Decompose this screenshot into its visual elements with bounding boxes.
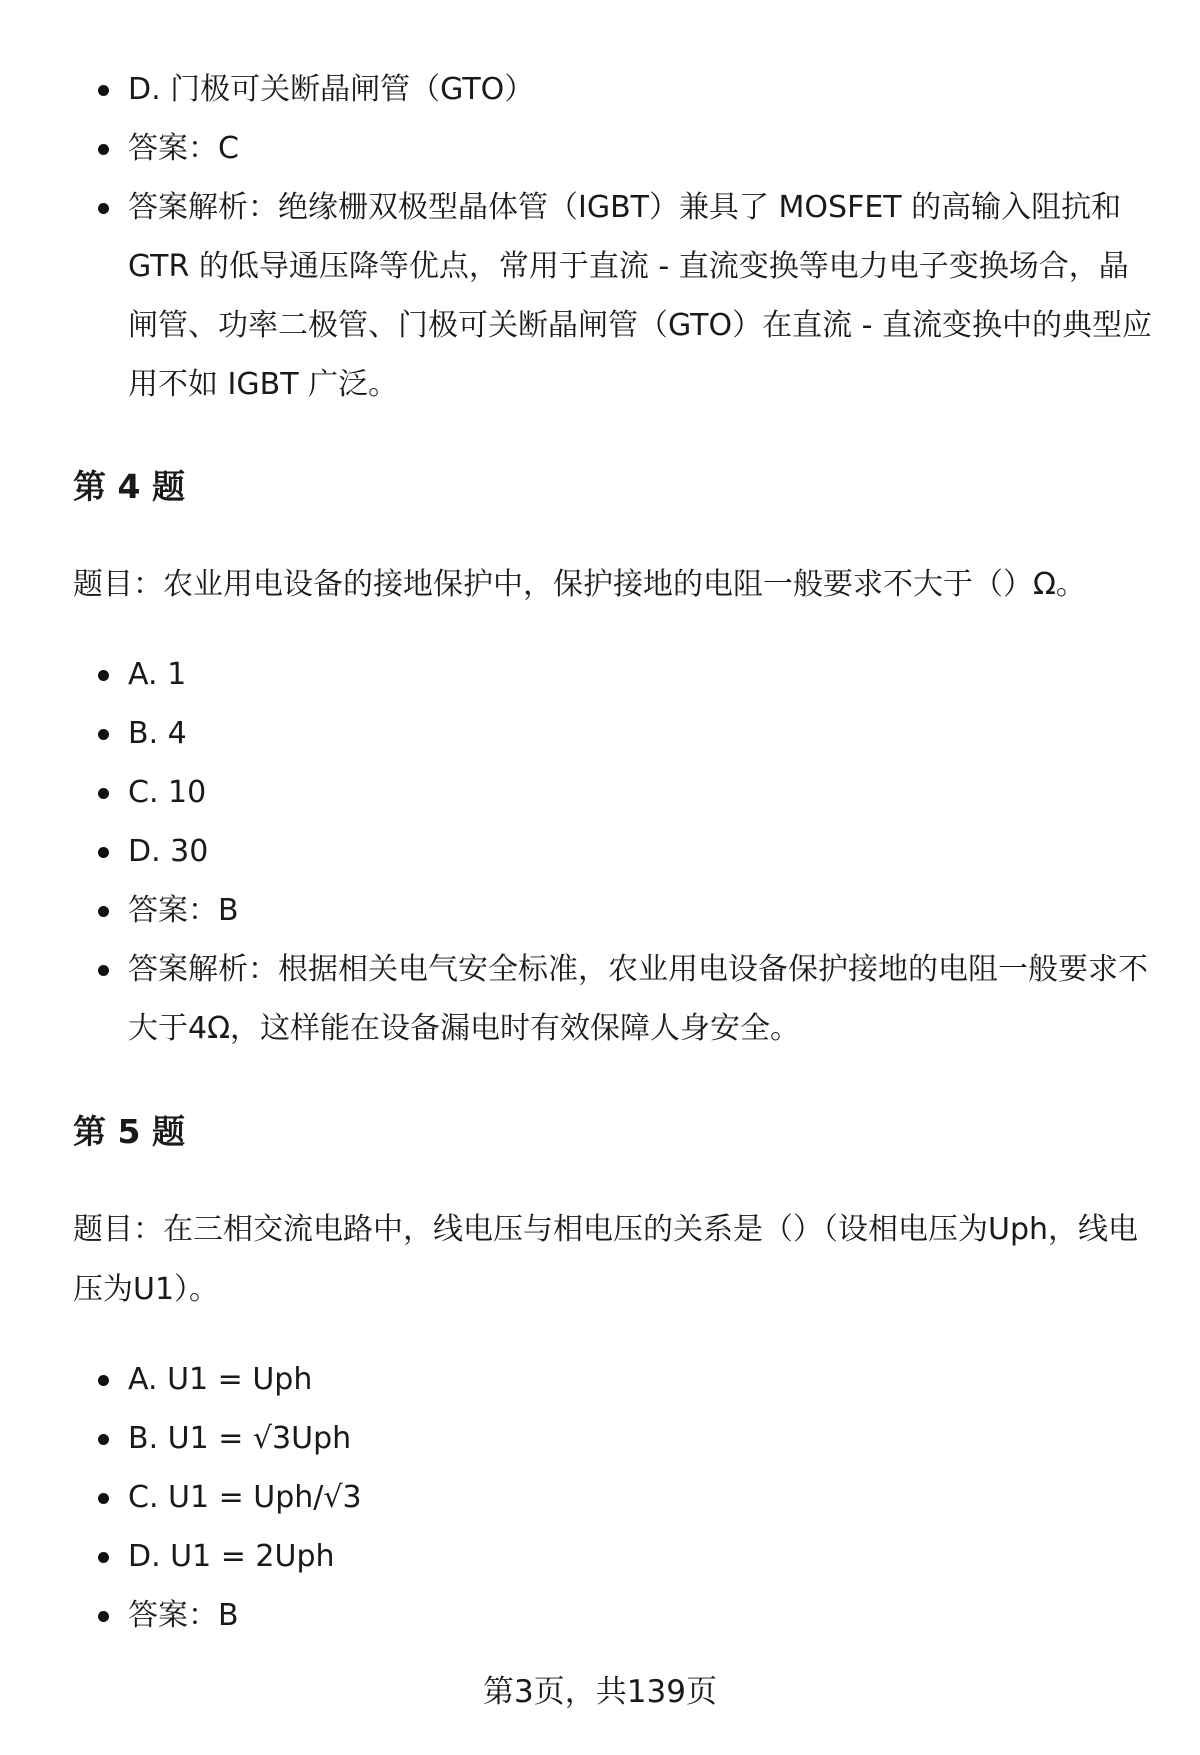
answer-explanation: 答案解析：绝缘栅双极型晶体管（IGBT）兼具了 MOSFET 的高输入阻抗和 GTR 的低导通压降等优点，常用于直流 - 直流变换等电力电子变换场合，晶闸管、功率二极管、门极可关断晶闸管（GTO）在直流 - 直流变换中的典型应用不如 IGBT 广泛。 xyxy=(0,178,1200,414)
question-4-list xyxy=(0,645,1200,1058)
answer: 答案：B xyxy=(0,1586,1200,1645)
option-a: A. U1 = Uph xyxy=(0,1350,1200,1409)
question-3-tail xyxy=(0,60,1200,414)
page-number: 第3页，共139页 xyxy=(483,1674,717,1710)
question-4-stem: 题目：农业用电设备的接地保护中，保护接地的电阻一般要求不大于（）Ω。 xyxy=(73,567,1086,602)
question-5-heading: 第 5 题 xyxy=(73,1112,185,1151)
option-b: B. 4 xyxy=(0,704,1200,763)
option-c: C. U1 = Uph/√3 xyxy=(0,1468,1200,1527)
question-5-options xyxy=(0,1350,1200,1645)
option-d: D. 30 xyxy=(0,822,1200,881)
option-b: B. U1 = √3Uph xyxy=(0,1409,1200,1468)
option-d: D. 门极可关断晶闸管（GTO） xyxy=(0,60,1200,119)
question-5-list xyxy=(0,1350,1200,1645)
option-a: A. 1 xyxy=(0,645,1200,704)
question-4-heading: 第 4 题 xyxy=(73,467,185,506)
question-4-options xyxy=(0,645,1200,1058)
option-c: C. 10 xyxy=(0,763,1200,822)
answer: 答案：B xyxy=(0,881,1200,940)
option-d: D. U1 = 2Uph xyxy=(0,1527,1200,1586)
question-5-stem: 题目：在三相交流电路中，线电压与相电压的关系是（）（设相电压为Uph，线电压为U1）。 xyxy=(73,1212,1139,1307)
answer-explanation: 答案解析：根据相关电气安全标准，农业用电设备保护接地的电阻一般要求不大于4Ω，这样能在设备漏电时有效保障人身安全。 xyxy=(0,940,1200,1058)
answer: 答案：C xyxy=(0,119,1200,178)
question-3-list xyxy=(0,60,1200,414)
